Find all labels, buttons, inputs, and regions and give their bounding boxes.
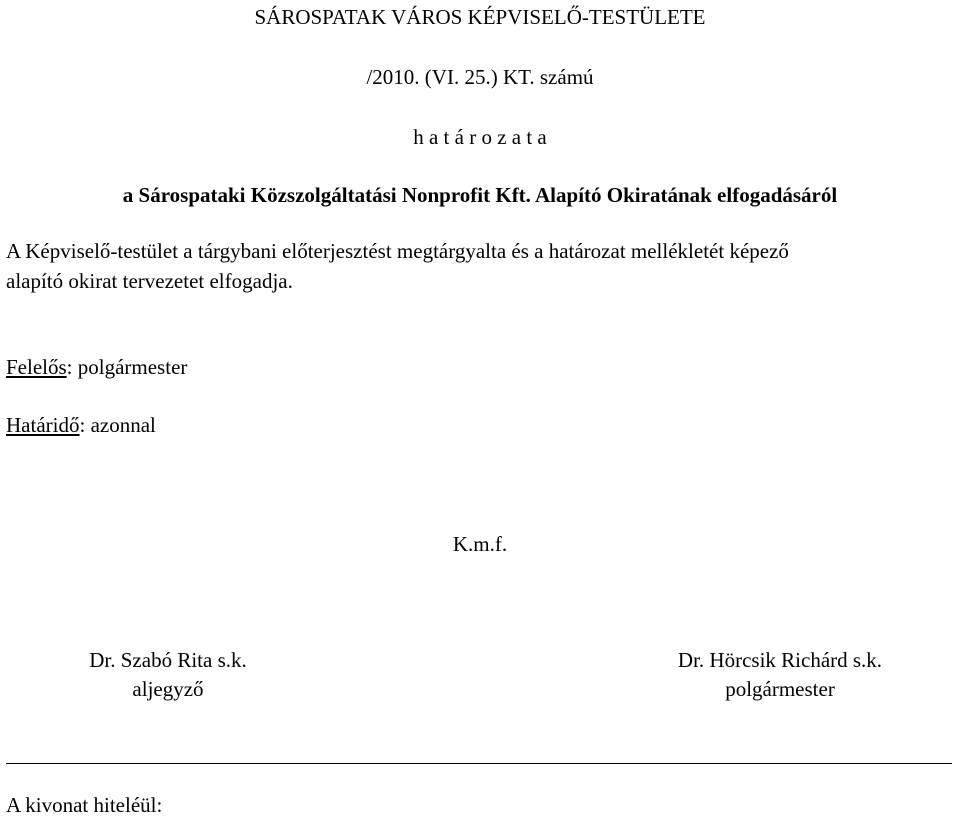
separator-line bbox=[6, 763, 952, 764]
signature-left-title: aljegyző bbox=[132, 677, 204, 701]
deadline-label: Határidő bbox=[6, 413, 80, 437]
body-paragraph-line-2: alapító okirat tervezetet elfogadja. bbox=[6, 269, 293, 293]
kmf-mark: K.m.f. bbox=[452, 532, 508, 556]
signature-left-name: Dr. Szabó Rita s.k. bbox=[89, 648, 247, 672]
responsible-value: : polgármester bbox=[66, 355, 188, 379]
responsible-row bbox=[6, 357, 187, 378]
body-paragraph-line-1: A Képviselő-testület a tárgybani előterjesztést megtárgyalta és a határozat mellékletét képező bbox=[6, 239, 789, 263]
resolution-number: /2010. (VI. 25.) KT. számú bbox=[366, 65, 594, 89]
signature-right-name: Dr. Hörcsik Richárd s.k. bbox=[677, 648, 883, 672]
signature-left bbox=[48, 650, 288, 700]
responsible-label: Felelős bbox=[6, 355, 67, 379]
signature-right-title: polgármester bbox=[725, 677, 835, 701]
resolution-label: h a t á r o z a t a bbox=[413, 125, 547, 149]
resolution-subject: a Sárospataki Közszolgáltatási Nonprofit Kft. Alapító Okiratának elfogadásáról bbox=[122, 183, 838, 207]
deadline-value: : azonnal bbox=[79, 413, 156, 437]
signature-right bbox=[640, 650, 920, 700]
council-heading: SÁROSPATAK VÁROS KÉPVISELŐ-TESTÜLETE bbox=[254, 5, 706, 29]
deadline-row bbox=[6, 415, 156, 436]
certification-text: A kivonat hiteléül: bbox=[6, 793, 163, 817]
